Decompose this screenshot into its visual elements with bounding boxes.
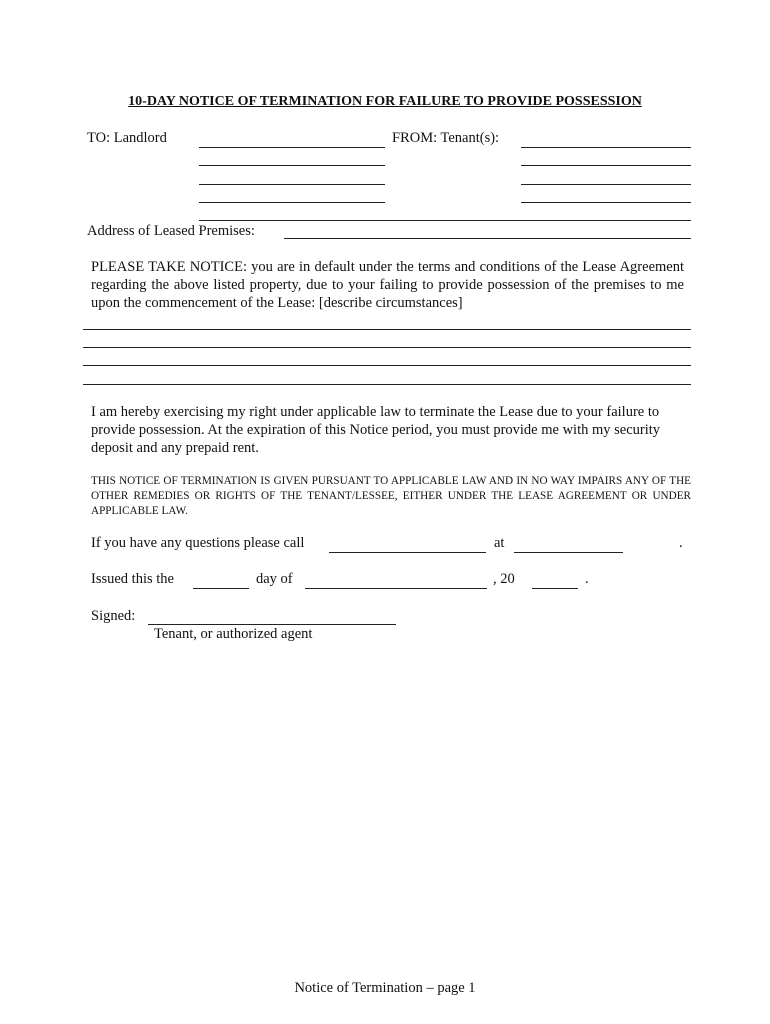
from-tenant-label: FROM: Tenant(s): (392, 130, 500, 146)
questions-at-label: at (494, 535, 505, 551)
questions-period: . (679, 535, 683, 551)
page-footer: Notice of Termination – page 1 (294, 980, 476, 996)
landlord-line-2[interactable] (199, 165, 385, 166)
document-title: 10-DAY NOTICE OF TERMINATION FOR FAILURE TO PROVIDE POSSESSION (128, 94, 642, 109)
landlord-line-3[interactable] (199, 184, 385, 185)
signature-line[interactable] (148, 624, 396, 625)
day-line[interactable] (193, 588, 249, 589)
circumstances-line-1[interactable] (83, 329, 691, 330)
circumstances-line-2[interactable] (83, 347, 691, 348)
tenant-line-2[interactable] (521, 165, 691, 166)
tenant-line-1[interactable] (521, 147, 691, 148)
address-label: Address of Leased Premises: (87, 223, 255, 239)
circumstances-line-4[interactable] (83, 384, 691, 385)
notice-paragraph: PLEASE TAKE NOTICE: you are in default under the terms and conditions of the Lease Agreement regarding the above listed property, due to your failing to provide possession of the premises to me upon the commencement of the Lease: [describe circumstances] (91, 259, 684, 311)
phone-line[interactable] (329, 552, 486, 553)
exercise-paragraph: I am hereby exercising my right under applicable law to terminate the Lease due to your failure to provide possession. At the expiration of this Notice period, you must provide me with my security deposit and any prepaid rent. (91, 404, 661, 456)
signature-caption: Tenant, or authorized agent (154, 626, 313, 642)
issued-period: . (585, 571, 589, 587)
issued-label: Issued this the (91, 571, 174, 587)
tenant-line-3[interactable] (521, 184, 691, 185)
address-line[interactable] (284, 238, 691, 239)
circumstances-line-3[interactable] (83, 365, 691, 366)
year-line[interactable] (532, 588, 578, 589)
day-of-label: day of (256, 571, 293, 587)
tenant-line-4[interactable] (521, 202, 691, 203)
questions-label: If you have any questions please call (91, 535, 305, 551)
year-prefix-label: , 20 (493, 571, 515, 587)
time-line[interactable] (514, 552, 623, 553)
signed-label: Signed: (91, 608, 136, 624)
legal-notice: THIS NOTICE OF TERMINATION IS GIVEN PURSUANT TO APPLICABLE LAW AND IN NO WAY IMPAIRS ANY OF THE OTHER REMEDIES OR RIGHTS OF THE TENANT/LESSEE, EITHER UNDER THE LEASE AGREEMENT OR UNDER APPLICABLE LAW. (91, 475, 691, 517)
landlord-line-4[interactable] (199, 202, 385, 203)
address-line-top[interactable] (199, 220, 691, 221)
landlord-line-1[interactable] (199, 147, 385, 148)
month-line[interactable] (305, 588, 487, 589)
to-landlord-label: TO: Landlord (87, 130, 167, 146)
